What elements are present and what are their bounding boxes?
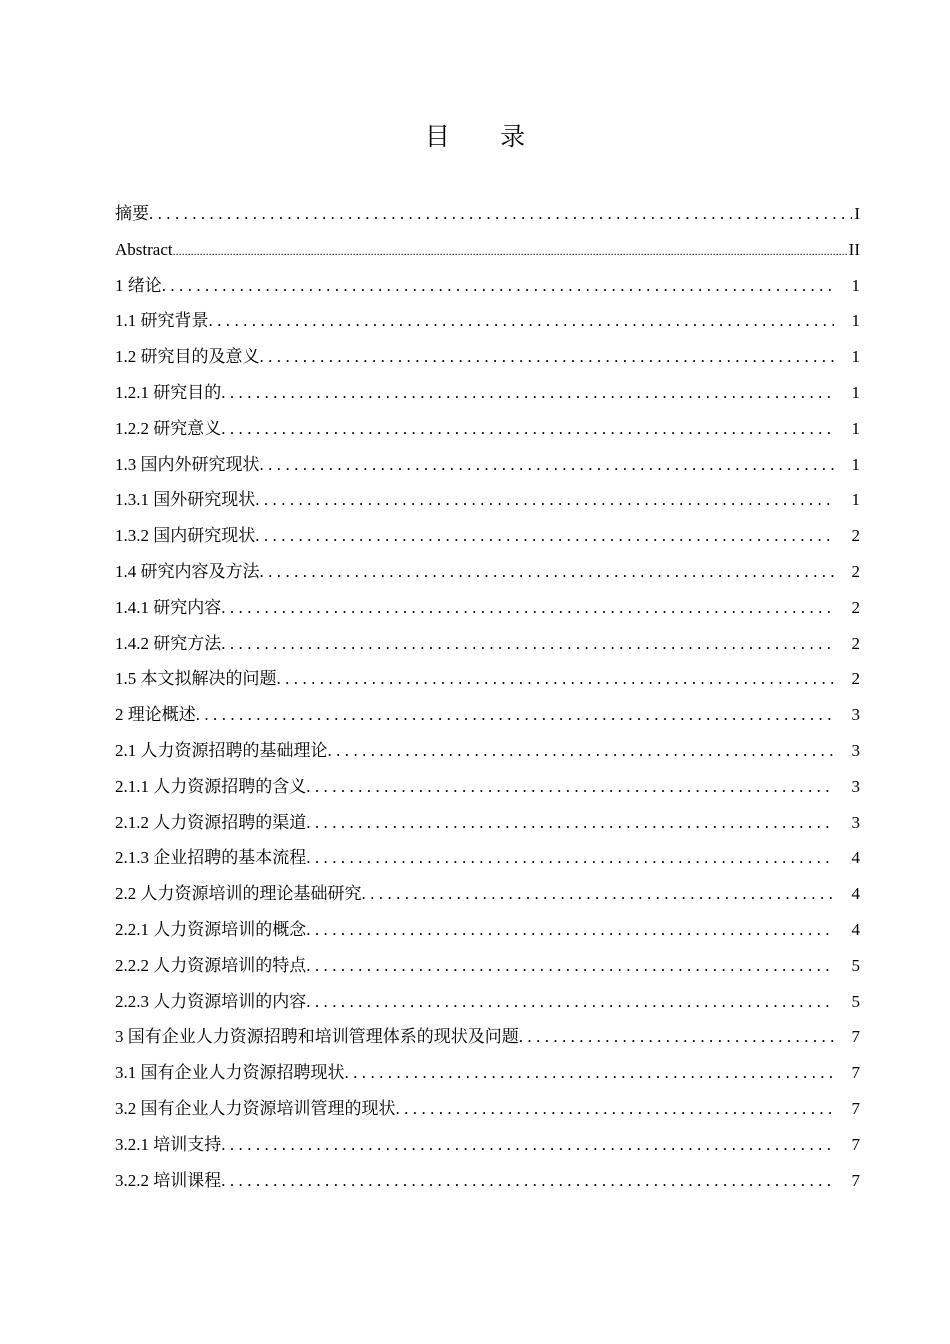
toc-entry-page-number: I — [854, 204, 860, 223]
toc-entry[interactable] — [115, 196, 860, 232]
toc-dot-leader — [306, 805, 834, 841]
toc-dot-leader — [306, 948, 834, 984]
table-of-contents — [115, 196, 860, 1198]
toc-entry-label: 1.3.2 国内研究现状 — [115, 526, 256, 546]
toc-dot-leader — [260, 339, 835, 375]
toc-dot-leader — [277, 661, 835, 697]
toc-entry-label: 1.4.1 研究内容 — [115, 597, 222, 617]
toc-entry[interactable] — [115, 375, 860, 411]
toc-dot-leader — [306, 840, 834, 876]
toc-entry-page-number: 1 — [851, 418, 860, 438]
toc-entry-label: 1.2.1 研究目的 — [115, 382, 222, 402]
toc-entry[interactable] — [115, 948, 860, 984]
toc-entry-label: 1.5 本文拟解决的问题 — [115, 669, 277, 689]
toc-entry-label: 2 理论概述 — [115, 705, 196, 725]
toc-entry-page-number: 7 — [851, 1027, 860, 1047]
toc-entry-label: 1 绪论 — [115, 275, 162, 295]
toc-entry-page-number: 1 — [851, 347, 860, 367]
toc-entry-page-number: II — [848, 239, 860, 259]
toc-entry-label: 1.4 研究内容及方法 — [115, 561, 260, 581]
toc-entry-label: 1.2 研究目的及意义 — [115, 347, 260, 367]
toc-dot-leader — [162, 268, 834, 304]
toc-entry[interactable] — [115, 518, 860, 554]
toc-entry-label: 2.2.1 人力资源培训的概念 — [115, 919, 307, 939]
toc-entry-label: Abstract — [115, 239, 173, 259]
toc-entry-label: 2.2 人力资源培训的理论基础研究 — [115, 884, 362, 904]
toc-entry-page-number: 5 — [851, 991, 860, 1011]
toc-entry-page-number: 7 — [851, 1063, 860, 1083]
toc-dot-leader — [362, 876, 835, 912]
toc-entry-page-number: 7 — [851, 1170, 860, 1190]
toc-entry[interactable] — [115, 1055, 860, 1091]
toc-entry[interactable] — [115, 1163, 860, 1199]
toc-dot-leader — [173, 234, 847, 270]
toc-entry-page-number: 4 — [851, 848, 860, 868]
toc-dot-leader — [306, 912, 834, 948]
toc-entry[interactable] — [115, 1127, 860, 1163]
toc-dot-leader — [306, 984, 834, 1020]
toc-entry-page-number: 1 — [851, 490, 860, 510]
toc-entry[interactable] — [115, 912, 860, 948]
toc-entry-page-number: 1 — [851, 454, 860, 474]
toc-dot-leader — [221, 626, 834, 662]
toc-entry-label: 3.2 国有企业人力资源培训管理的现状 — [115, 1098, 396, 1118]
toc-entry-page-number: 3 — [851, 740, 860, 760]
toc-entry-page-number: 3 — [851, 812, 860, 832]
toc-entry[interactable] — [115, 984, 860, 1020]
toc-dot-leader — [255, 482, 834, 518]
toc-dot-leader — [209, 303, 835, 339]
toc-entry-label: 3.2.1 培训支持 — [115, 1134, 222, 1154]
toc-dot-leader — [345, 1055, 835, 1091]
toc-dot-leader — [149, 196, 852, 232]
toc-entry[interactable] — [115, 303, 860, 339]
toc-dot-leader — [328, 733, 835, 769]
toc-dot-leader — [221, 1127, 834, 1163]
toc-entry[interactable] — [115, 590, 860, 626]
toc-dot-leader — [306, 769, 834, 805]
toc-entry[interactable] — [115, 447, 860, 483]
toc-entry[interactable] — [115, 1091, 860, 1127]
toc-entry-label: 1.1 研究背景 — [115, 311, 209, 331]
toc-entry-page-number: 1 — [851, 275, 860, 295]
toc-entry-page-number: 2 — [851, 669, 860, 689]
toc-entry-label: 1.3.1 国外研究现状 — [115, 490, 256, 510]
toc-entry-page-number: 2 — [851, 526, 860, 546]
toc-entry-label: 2.1.3 企业招聘的基本流程 — [115, 848, 307, 868]
toc-dot-leader — [260, 447, 835, 483]
toc-entry[interactable] — [115, 661, 860, 697]
toc-entry[interactable] — [115, 1019, 860, 1055]
toc-entry-label: 3.1 国有企业人力资源招聘现状 — [115, 1063, 345, 1083]
toc-entry-page-number: 2 — [851, 561, 860, 581]
toc-dot-leader — [196, 697, 834, 733]
toc-entry-label: 3.2.2 培训课程 — [115, 1170, 222, 1190]
toc-dot-leader — [221, 590, 834, 626]
toc-entry-page-number: 1 — [851, 311, 860, 331]
toc-entry[interactable] — [115, 339, 860, 375]
toc-entry-label: 3 国有企业人力资源招聘和培训管理体系的现状及问题 — [115, 1027, 519, 1047]
toc-entry-page-number: 1 — [851, 382, 860, 402]
toc-entry[interactable] — [115, 268, 860, 304]
toc-entry-label: 2.1.2 人力资源招聘的渠道 — [115, 812, 307, 832]
toc-dot-leader — [221, 411, 834, 447]
toc-dot-leader — [396, 1091, 835, 1127]
toc-entry[interactable] — [115, 876, 860, 912]
toc-entry-page-number: 7 — [851, 1098, 860, 1118]
toc-entry[interactable] — [115, 411, 860, 447]
toc-entry-page-number: 5 — [851, 955, 860, 975]
toc-entry-page-number: 3 — [851, 705, 860, 725]
toc-entry-page-number: 2 — [851, 633, 860, 653]
toc-entry[interactable] — [115, 840, 860, 876]
toc-dot-leader — [519, 1019, 834, 1055]
toc-entry[interactable] — [115, 626, 860, 662]
toc-entry-label: 2.1 人力资源招聘的基础理论 — [115, 740, 328, 760]
toc-dot-leader — [221, 375, 834, 411]
toc-entry-label: 2.2.3 人力资源培训的内容 — [115, 991, 307, 1011]
toc-entry[interactable] — [115, 232, 860, 268]
toc-dot-leader — [260, 554, 835, 590]
toc-entry-label: 1.2.2 研究意义 — [115, 418, 222, 438]
toc-entry-page-number: 4 — [851, 884, 860, 904]
toc-dot-leader — [221, 1163, 834, 1199]
toc-entry[interactable] — [115, 805, 860, 841]
toc-title: 目 录 — [424, 124, 548, 151]
toc-entry-page-number: 3 — [851, 776, 860, 796]
toc-entry-label: 1.4.2 研究方法 — [115, 633, 222, 653]
toc-entry-page-number: 7 — [851, 1134, 860, 1154]
toc-dot-leader — [255, 518, 834, 554]
toc-entry-label: 2.2.2 人力资源培训的特点 — [115, 955, 307, 975]
toc-entry[interactable] — [115, 733, 860, 769]
toc-entry-page-number: 2 — [851, 597, 860, 617]
toc-entry[interactable] — [115, 769, 860, 805]
toc-entry[interactable] — [115, 697, 860, 733]
toc-entry[interactable] — [115, 554, 860, 590]
toc-entry-label: 摘要 — [115, 204, 149, 223]
toc-entry-label: 1.3 国内外研究现状 — [115, 454, 260, 474]
toc-entry[interactable] — [115, 482, 860, 518]
toc-entry-label: 2.1.1 人力资源招聘的含义 — [115, 776, 307, 796]
toc-entry-page-number: 4 — [851, 919, 860, 939]
